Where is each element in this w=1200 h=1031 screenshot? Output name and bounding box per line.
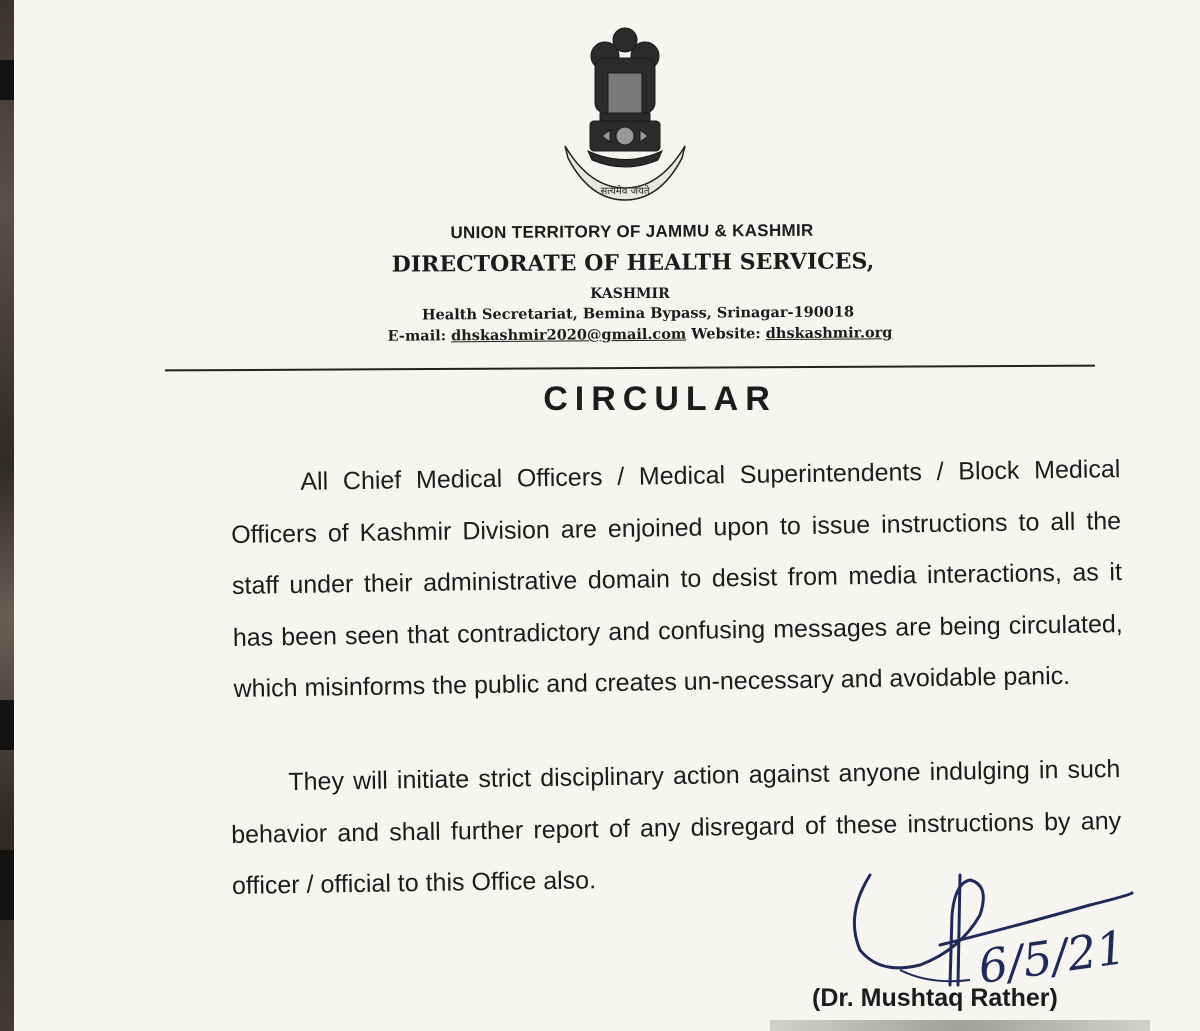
office-address: Health Secretariat, Bemina Bypass, Srinagar-190018 xyxy=(421,303,855,324)
edge-shadow xyxy=(0,60,14,100)
emblem-motto: सत्यमेव जयते xyxy=(600,186,650,197)
website-label: Website: xyxy=(691,325,761,343)
edge-shadow xyxy=(0,850,14,920)
signature-date: 6/5/21 xyxy=(974,919,1130,995)
edge-shadow xyxy=(0,700,14,750)
signatory-name: (Dr. Mushtaq Rather) xyxy=(812,984,1058,1012)
ut-heading: UNION TERRITORY OF JAMMU & KASHMIR xyxy=(450,220,814,243)
website-link[interactable]: dhskashmir.org xyxy=(765,324,893,343)
body-paragraph-1: All Chief Medical Officers / Medical Superintendents / Block Medical Officers of Kashmir Division are enjoined upon to issue instructions to all the staff under their administrative domain to desist from media interactions, as it has been seen that contradictory and confusing messages are being circulated, which misinforms the public and creates un-necessary and avoidable panic. xyxy=(230,455,1123,703)
directorate-heading: DIRECTORATE OF HEALTH SERVICES, xyxy=(391,248,875,278)
document-left-edge xyxy=(0,0,14,1031)
email-link[interactable]: dhskashmir2020@gmail.com xyxy=(451,325,687,345)
contact-line xyxy=(340,324,940,345)
region-heading: KASHMIR xyxy=(590,286,670,302)
header-divider xyxy=(165,365,1095,372)
body-paragraph-2: They will initiate strict disciplinary action against anyone indulging in such behavior and shall further report of any disregard of these instructions by any officer / official to this Office also. xyxy=(230,755,1122,900)
email-label: E-mail: xyxy=(387,327,447,345)
national-emblem-icon xyxy=(560,18,690,203)
document-title: CIRCULAR xyxy=(543,380,777,418)
bottom-shadow xyxy=(770,1020,1150,1031)
